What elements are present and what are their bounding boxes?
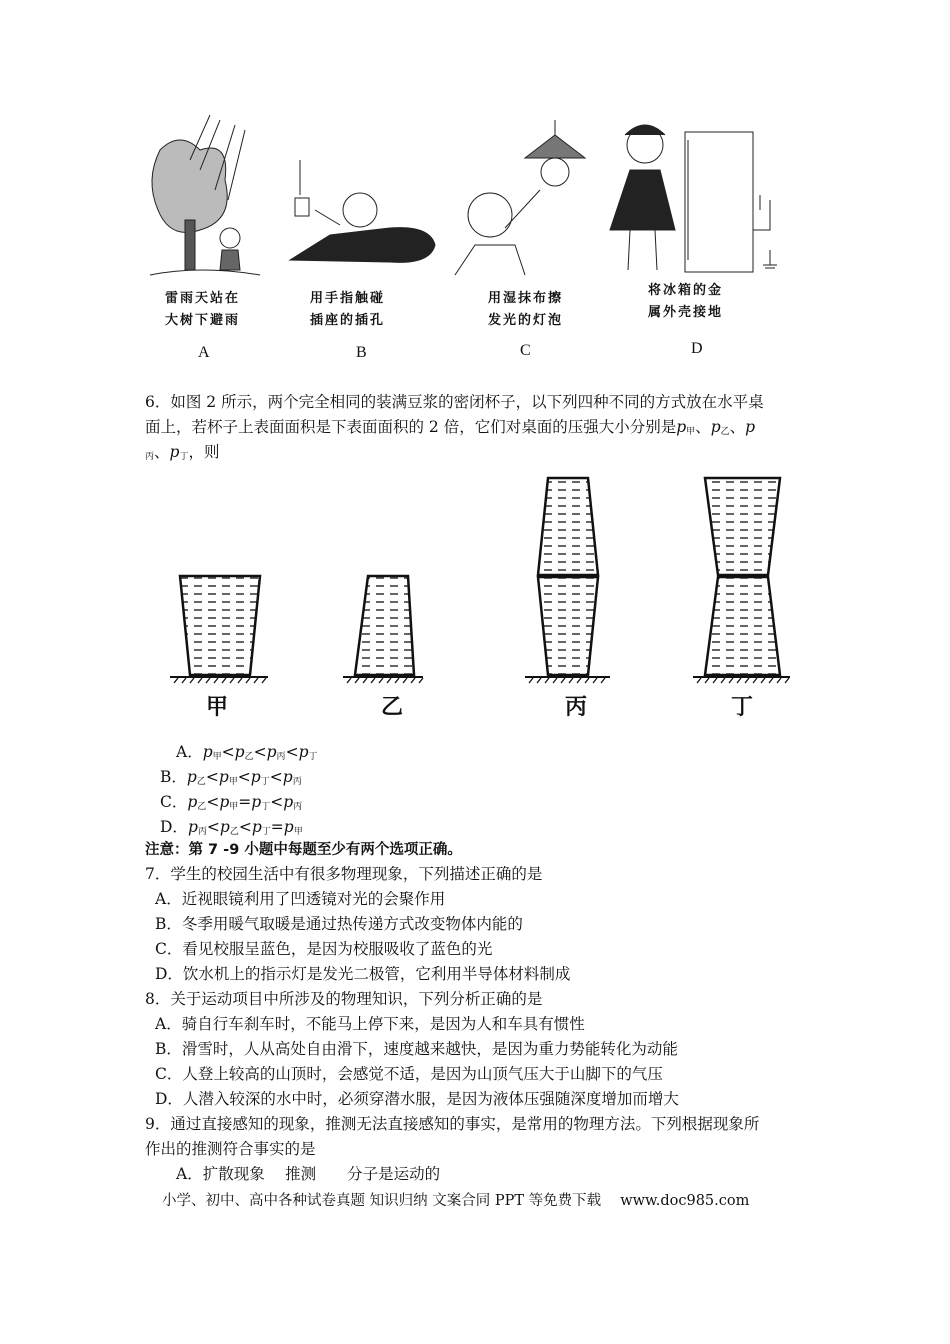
safety-scenes-svg: [140, 110, 800, 300]
pressure-symbol: p: [219, 793, 230, 811]
pressure-subscript: 甲: [229, 802, 239, 812]
q6-line2: 面上，若杯子上表面面积是下表面面积的 2 倍，它们对桌面的压强大小分别是$p_甲$、$p_乙$、p: [145, 418, 756, 437]
pressure-subscript: 丁: [308, 752, 318, 762]
q7-option-b: B．冬季用暖气取暖是通过热传递方式改变物体内能的: [155, 915, 523, 933]
letter-d: D: [691, 340, 703, 357]
q8-option-d: D．人潜入较深的水中时，必须穿潜水服，是因为液体压强随深度增加而增大: [155, 1090, 679, 1108]
q8-option-a: A．骑自行车刹车时，不能马上停下来，是因为人和车具有惯性: [155, 1015, 585, 1033]
caption-d: 将冰箱的金 属外壳接地: [648, 283, 724, 320]
q6-line1: 6．如图 2 所示，两个完全相同的装满豆浆的密闭杯子，以下列四种不同的方式放在水平桌: [145, 393, 764, 411]
wipe-lamp-illustration: [455, 120, 585, 275]
q7-stem: 7．学生的校园生活中有很多物理现象，下列描述正确的是: [145, 865, 543, 883]
comparison-operator: <: [270, 793, 284, 811]
fridge-ground-illustration: [610, 125, 777, 272]
pressure-subscript: 丙: [292, 777, 302, 787]
pressure-subscript: 丁: [260, 777, 270, 787]
comparison-operator: <: [253, 743, 267, 761]
child-socket-illustration: [290, 160, 435, 262]
cup-ding: [693, 478, 790, 677]
pressure-symbol: p: [283, 793, 294, 811]
comparison-operator: <: [205, 768, 219, 786]
q8-option-b: B．滑雪时，人从高处自由滑下，速度越来越快，是因为重力势能转化为动能: [155, 1040, 678, 1058]
pressure-symbol: p: [187, 818, 198, 836]
comparison-operator: <: [237, 768, 251, 786]
comparison-operator: <: [269, 768, 283, 786]
comparison-operator: <: [206, 793, 220, 811]
pressure-subscript: 甲: [228, 777, 238, 787]
footer-text: 小学、初中、高中各种试卷真题 知识归纳 文案合同 PPT 等免费下载 www.doc985.com: [162, 1193, 750, 1209]
comparison-operator: =: [238, 793, 252, 811]
pressure-symbol: p: [251, 793, 262, 811]
tree-rain-illustration: [150, 115, 260, 275]
cup-yi: [343, 576, 423, 677]
caption-a: 雷雨天站在 大树下避雨: [165, 291, 241, 328]
pressure-symbol: p: [187, 793, 198, 811]
option-label: A．: [176, 743, 203, 761]
cup-label-ding: 丁: [731, 695, 754, 720]
pressure-subscript: 丁: [261, 827, 271, 837]
q8-stem: 8．关于运动项目中所涉及的物理知识，下列分析正确的是: [145, 990, 543, 1008]
q7-option-d: D．饮水机上的指示灯是发光二极管，它利用半导体材料制成: [155, 965, 571, 983]
pressure-symbol: p: [186, 768, 197, 786]
pressure-subscript: 乙: [196, 777, 206, 787]
caption-c: 用湿抹布擦 发光的灯泡: [488, 291, 564, 328]
q9-line2: 作出的推测符合事实的是: [145, 1140, 316, 1158]
safety-illustrations: [140, 110, 800, 370]
letter-c: C: [520, 342, 531, 359]
pressure-subscript: 丙: [293, 802, 303, 812]
pressure-subscript: 乙: [229, 827, 239, 837]
letter-a: A: [198, 344, 210, 361]
option-label: D．: [160, 818, 188, 836]
pressure-subscript: 丁: [261, 802, 271, 812]
comparison-operator: <: [285, 743, 299, 761]
pressure-subscript: 乙: [197, 802, 207, 812]
pressure-symbol: p: [283, 818, 294, 836]
pressure-subscript: 乙: [244, 752, 254, 762]
pressure-symbol: p: [218, 768, 229, 786]
pressure-symbol: p: [234, 743, 245, 761]
cup-label-yi: 乙: [381, 695, 404, 720]
pressure-subscript: 甲: [293, 827, 303, 837]
q8-option-c: C．人登上较高的山顶时，会感觉不适，是因为山顶气压大于山脚下的气压: [155, 1065, 663, 1083]
pressure-subscript: 丙: [197, 827, 207, 837]
q6-line2-text: 面上，若杯子上表面面积是下表面面积的 2 倍，它们对桌面的压强大小分别是: [145, 418, 677, 436]
comparison-operator: <: [238, 818, 252, 836]
q7-option-c: C．看见校服呈蓝色，是因为校服吸收了蓝色的光: [155, 940, 493, 958]
letter-b: B: [356, 344, 367, 361]
option-label: C．: [160, 793, 188, 811]
q6-line3: $_丙$、$p_丁$，则: [145, 443, 220, 462]
pressure-symbol: p: [250, 768, 261, 786]
pressure-subscript: 丙: [276, 752, 286, 762]
q9-line1: 9．通过直接感知的现象，推测无法直接感知的事实，是常用的物理方法。下列根据现象所: [145, 1115, 760, 1133]
pressure-symbol: p: [219, 818, 230, 836]
note-text: 注意：第 7 -9 小题中每题至少有两个选项正确。: [145, 842, 462, 858]
cup-label-jia: 甲: [206, 695, 229, 720]
comparison-operator: =: [270, 818, 284, 836]
comparison-operator: <: [221, 743, 235, 761]
q7-option-a: A．近视眼镜利用了凹透镜对光的会聚作用: [155, 890, 446, 908]
pressure-symbol: p: [298, 743, 309, 761]
pressure-symbol: p: [202, 743, 213, 761]
pressure-symbol: p: [251, 818, 262, 836]
comparison-operator: <: [206, 818, 220, 836]
cup-label-bing: 丙: [565, 695, 588, 720]
caption-b: 用手指触碰 插座的插孔: [310, 291, 386, 328]
q9-option-a: A．扩散现象 推测 分子是运动的: [176, 1165, 441, 1183]
pressure-subscript: 甲: [212, 752, 222, 762]
pressure-symbol: p: [266, 743, 277, 761]
cup-jia: [170, 576, 268, 677]
cups-figure: [150, 470, 800, 700]
cup-bing: [525, 478, 610, 677]
option-label: B．: [160, 768, 187, 786]
pressure-symbol: p: [282, 768, 293, 786]
